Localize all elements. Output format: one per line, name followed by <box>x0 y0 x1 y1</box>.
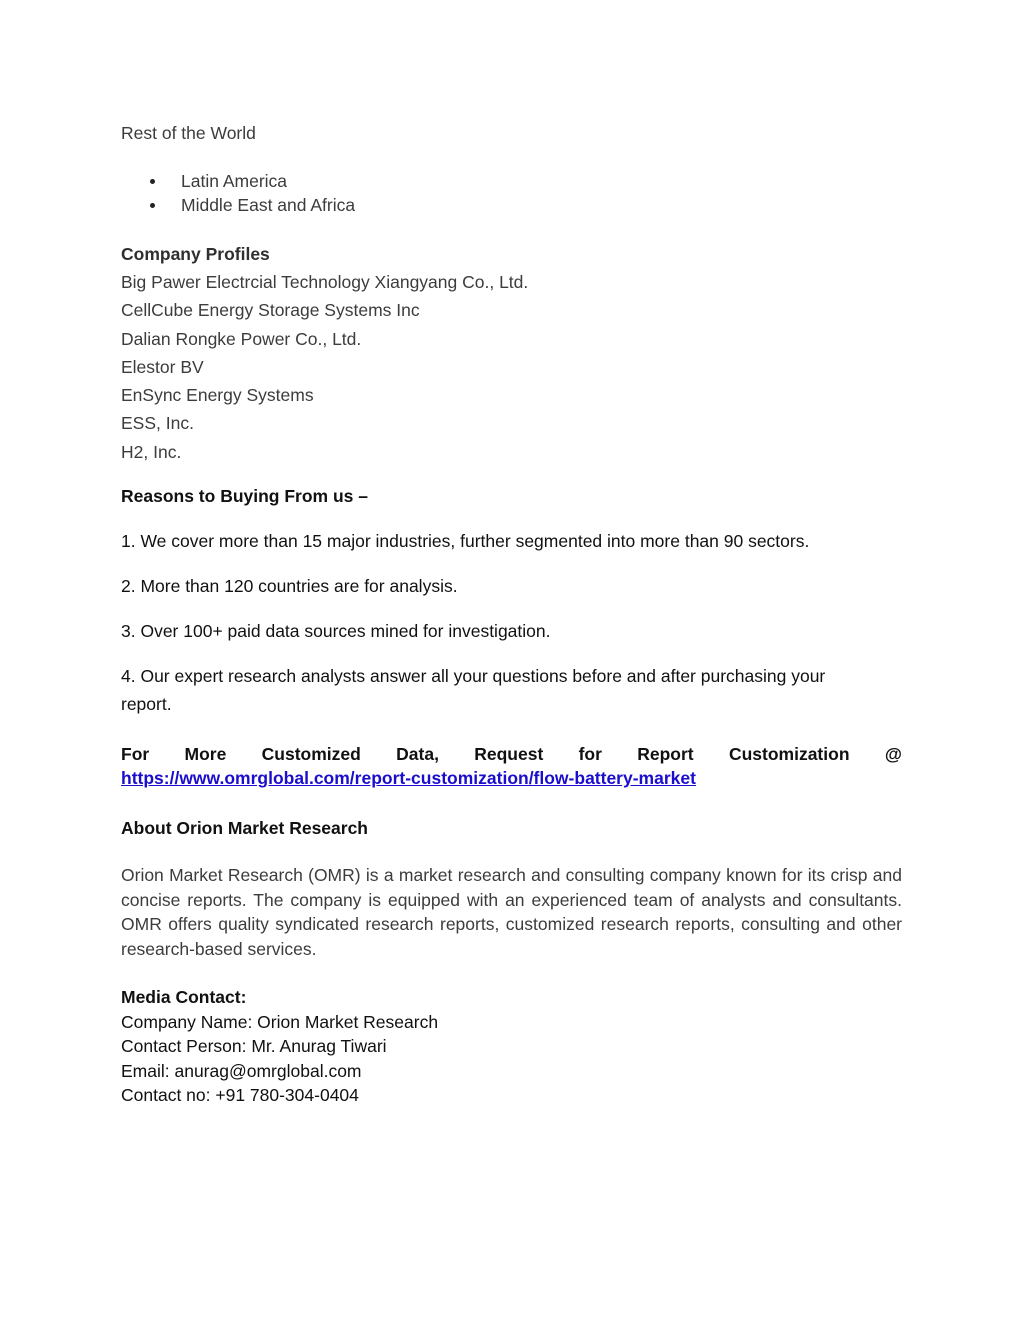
customization-word: for <box>578 744 602 764</box>
region-list <box>121 169 355 217</box>
media-contact-heading: Media Contact: <box>121 987 247 1007</box>
customization-word: Customization <box>728 744 850 764</box>
about-heading: About Orion Market Research <box>121 818 368 838</box>
company-profiles-list <box>121 268 528 466</box>
list-item <box>121 193 355 217</box>
company-item: Dalian Rongke Power Co., Ltd. <box>121 328 362 349</box>
contact-company: Company Name: Orion Market Research <box>121 1011 439 1032</box>
media-contact <box>121 985 438 1108</box>
reason-item-continued: report. <box>121 694 172 714</box>
customization-word: Customized <box>261 744 361 764</box>
customization-word: @ <box>884 744 902 764</box>
contact-email: Email: anurag@omrglobal.com <box>121 1060 362 1081</box>
company-item: Elestor BV <box>121 356 204 377</box>
customization-word: For <box>121 744 150 764</box>
company-item: CellCube Energy Storage Systems Inc <box>121 300 420 321</box>
customization-line <box>121 744 902 765</box>
contact-phone: Contact no: +91 780-304-0404 <box>121 1085 359 1105</box>
company-profiles-heading: Company Profiles <box>121 244 270 264</box>
customization-word: Request <box>474 744 544 764</box>
region-heading: Rest of the World <box>121 123 256 143</box>
reason-item: 1. We cover more than 15 major industries, further segmented into more than 90 sectors. <box>121 531 810 551</box>
customization-word: More <box>184 744 227 764</box>
reasons-heading: Reasons to Buying From us – <box>121 486 368 506</box>
list-item <box>121 169 355 193</box>
customization-word: Report <box>637 744 694 764</box>
reason-item: 3. Over 100+ paid data sources mined for investigation. <box>121 621 551 641</box>
list-item-label: Latin America <box>181 171 288 191</box>
about-paragraph: Orion Market Research (OMR) is a market research and consulting company known for its crisp and concise reports. The company is equipped with an experienced team of analysts and consultants. OMR offers quality syndicated research reports, customized research reports, consulting and other research-based services. <box>121 865 902 959</box>
reason-item: 2. More than 120 countries are for analysis. <box>121 576 458 596</box>
bullet-icon <box>150 179 155 184</box>
bullet-icon <box>150 203 155 208</box>
customization-word: Data, <box>396 744 439 764</box>
reason-item: 4. Our expert research analysts answer all your questions before and after purchasing your <box>121 666 826 686</box>
list-item-label: Middle East and Africa <box>181 195 356 215</box>
contact-person: Contact Person: Mr. Anurag Tiwari <box>121 1036 387 1056</box>
company-item: H2, Inc. <box>121 441 182 462</box>
company-item: Big Pawer Electrcial Technology Xiangyang Co., Ltd. <box>121 272 529 292</box>
company-item: EnSync Energy Systems <box>121 385 314 406</box>
customization-link[interactable]: https://www.omrglobal.com/report-customization/flow-battery-market <box>121 768 696 788</box>
company-item: ESS, Inc. <box>121 413 194 434</box>
